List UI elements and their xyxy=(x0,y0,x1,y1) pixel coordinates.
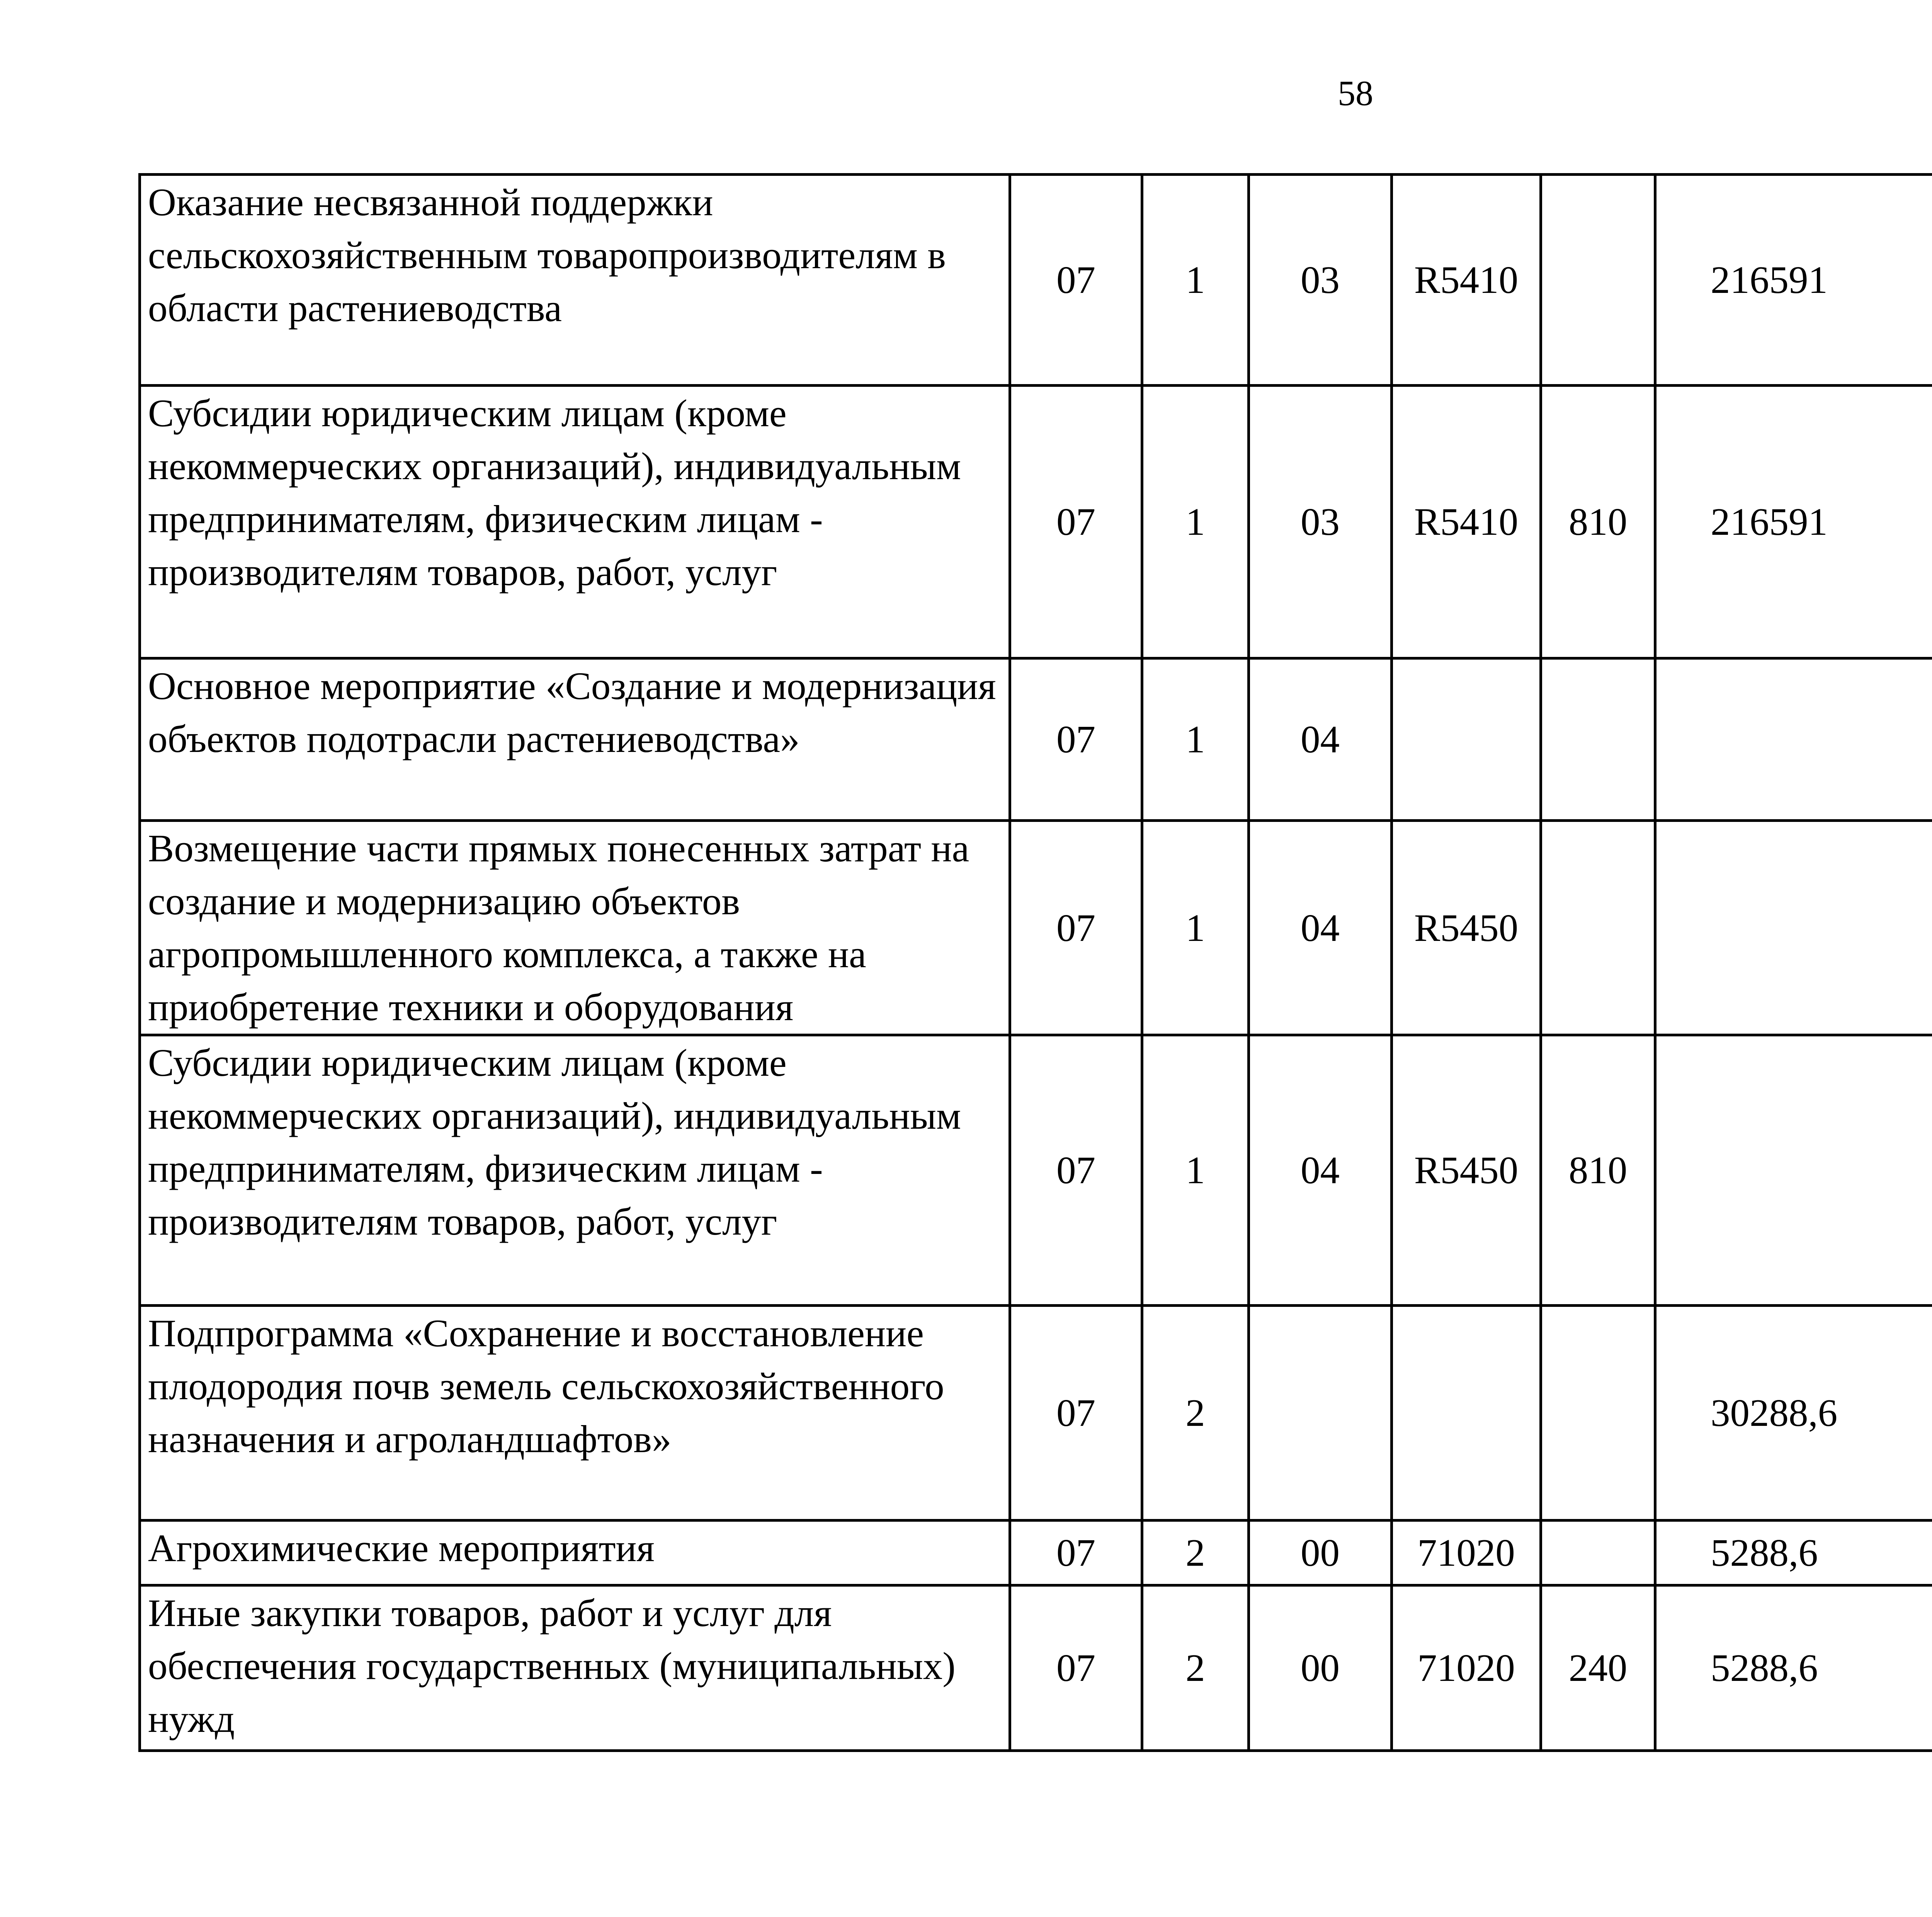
section-code-cell: 07 xyxy=(1010,1035,1142,1306)
section-code-cell: 07 xyxy=(1010,658,1142,821)
section-code-cell: 07 xyxy=(1010,1306,1142,1521)
amount-1-cell: 5288,6 xyxy=(1655,1521,1932,1585)
direction-code-cell: 71020 xyxy=(1392,1585,1541,1751)
section-code-cell: 07 xyxy=(1010,1521,1142,1585)
activity-code-cell xyxy=(1249,1306,1392,1521)
expense-type-cell xyxy=(1541,1306,1655,1521)
section-code-cell: 07 xyxy=(1010,1585,1142,1751)
amount-1-cell: 5288,6 xyxy=(1655,1585,1932,1751)
table-row xyxy=(140,821,1932,1035)
activity-code-cell: 03 xyxy=(1249,386,1392,658)
subprogram-code-cell: 1 xyxy=(1142,821,1249,1035)
direction-code-cell: R5450 xyxy=(1392,1035,1541,1306)
budget-table xyxy=(138,173,1932,1752)
activity-code-cell: 00 xyxy=(1249,1585,1392,1751)
row-name-cell: Субсидии юридическим лицам (кроме некоммерческих организаций), индивидуальным предпринимателям, физическим лицам - производителям товаров, работ, услуг xyxy=(140,1035,1010,1306)
activity-code-cell: 03 xyxy=(1249,175,1392,386)
row-name-cell: Агрохимические мероприятия xyxy=(140,1521,1010,1585)
direction-code-cell: R5410 xyxy=(1392,175,1541,386)
amount-1-cell: 216591 xyxy=(1655,386,1932,658)
section-code-cell: 07 xyxy=(1010,386,1142,658)
amount-1-cell xyxy=(1655,821,1932,1035)
activity-code-cell: 04 xyxy=(1249,1035,1392,1306)
section-code-cell: 07 xyxy=(1010,821,1142,1035)
direction-code-cell: R5450 xyxy=(1392,821,1541,1035)
expense-type-cell: 240 xyxy=(1541,1585,1655,1751)
expense-type-cell xyxy=(1541,658,1655,821)
expense-type-cell xyxy=(1541,821,1655,1035)
row-name-cell: Основное мероприятие «Создание и модернизация объектов подотрасли растениеводства» xyxy=(140,658,1010,821)
direction-code-cell xyxy=(1392,1306,1541,1521)
amount-1-cell xyxy=(1655,1035,1932,1306)
direction-code-cell: R5410 xyxy=(1392,386,1541,658)
expense-type-cell: 810 xyxy=(1541,1035,1655,1306)
row-name-cell: Возмещение части прямых понесенных затрат на создание и модернизацию объектов агропромышленного комплекса, а также на приобретение техники и оборудования xyxy=(140,821,1010,1035)
table-row xyxy=(140,1306,1932,1521)
activity-code-cell: 04 xyxy=(1249,658,1392,821)
table-row xyxy=(140,175,1932,386)
subprogram-code-cell: 2 xyxy=(1142,1306,1249,1521)
amount-1-cell: 30288,6 xyxy=(1655,1306,1932,1521)
row-name-cell: Иные закупки товаров, работ и услуг для обеспечения государственных (муниципальных) нужд xyxy=(140,1585,1010,1751)
table-row xyxy=(140,386,1932,658)
direction-code-cell xyxy=(1392,658,1541,821)
row-name-cell: Подпрограмма «Сохранение и восстановление плодородия почв земель сельскохозяйственного назначения и агроландшафтов» xyxy=(140,1306,1010,1521)
subprogram-code-cell: 2 xyxy=(1142,1521,1249,1585)
subprogram-code-cell: 1 xyxy=(1142,658,1249,821)
expense-type-cell xyxy=(1541,175,1655,386)
section-code-cell: 07 xyxy=(1010,175,1142,386)
page-number: 58 xyxy=(1338,73,1373,113)
amount-1-cell xyxy=(1655,658,1932,821)
table-row xyxy=(140,1521,1932,1585)
table-row xyxy=(140,1035,1932,1306)
activity-code-cell: 04 xyxy=(1249,821,1392,1035)
activity-code-cell: 00 xyxy=(1249,1521,1392,1585)
amount-1-cell: 216591 xyxy=(1655,175,1932,386)
subprogram-code-cell: 1 xyxy=(1142,386,1249,658)
row-name-cell: Оказание несвязанной поддержки сельскохозяйственным товаропроизводителям в области растениеводства xyxy=(140,175,1010,386)
row-name-cell: Субсидии юридическим лицам (кроме некоммерческих организаций), индивидуальным предпринимателям, физическим лицам - производителям товаров, работ, услуг xyxy=(140,386,1010,658)
subprogram-code-cell: 1 xyxy=(1142,175,1249,386)
subprogram-code-cell: 1 xyxy=(1142,1035,1249,1306)
expense-type-cell: 810 xyxy=(1541,386,1655,658)
direction-code-cell: 71020 xyxy=(1392,1521,1541,1585)
expense-type-cell xyxy=(1541,1521,1655,1585)
table-row xyxy=(140,1585,1932,1751)
subprogram-code-cell: 2 xyxy=(1142,1585,1249,1751)
table-row xyxy=(140,658,1932,821)
